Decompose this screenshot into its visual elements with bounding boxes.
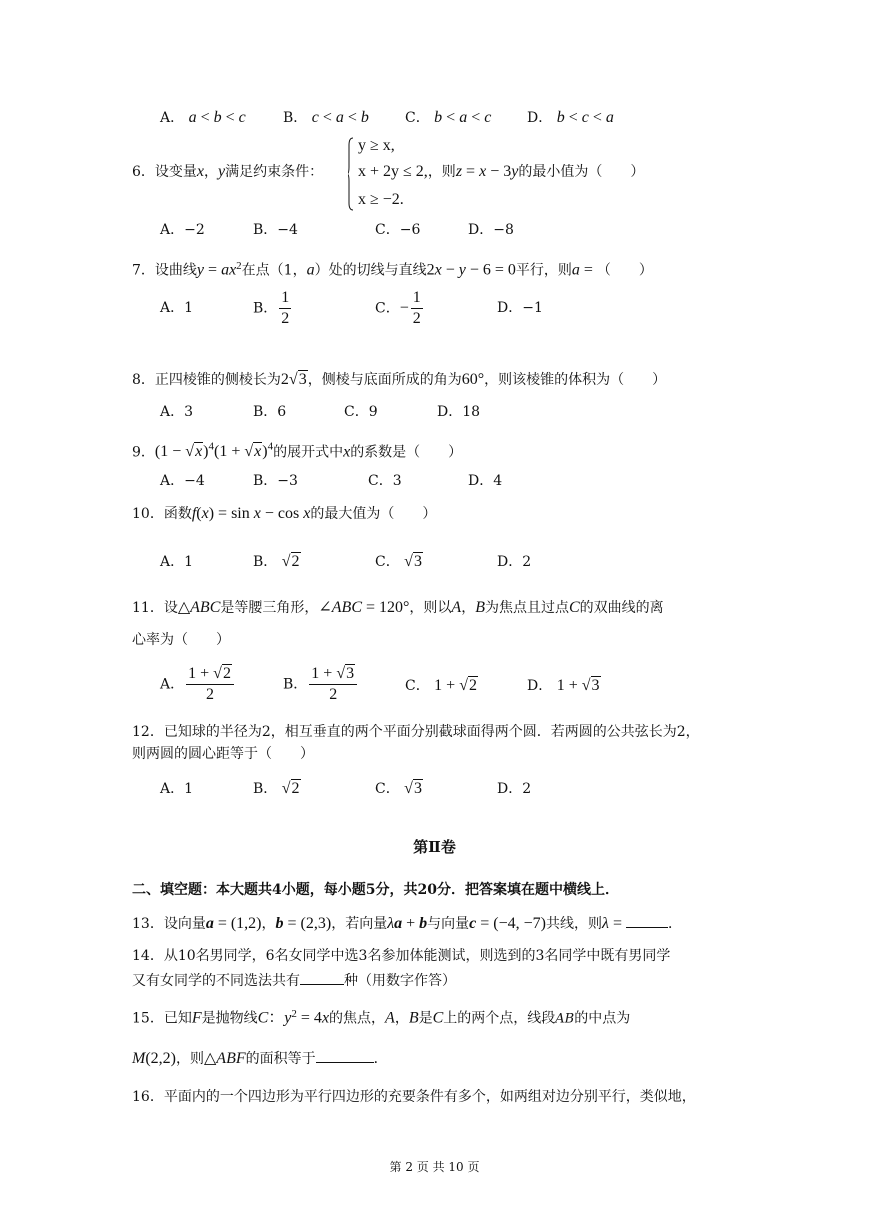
q5-option-c: C． b < a < c [405,109,492,126]
q8-option-d: D．18 [437,404,481,420]
question-16: 16．平面内的一个四边形为平行四边形的充要条件有多个，如两组对边分别平行，类似地， [132,1089,696,1105]
answer-blank-15[interactable] [316,1048,374,1063]
q7-option-c: C．− $\frac{1}{2}$ [375,289,421,327]
question-9: 9．$(1 - √x)^4(1 + √x)^4$的展开式中x的系数是（ ） [132,441,463,461]
q9-option-a: A．−4 [160,473,205,489]
question-14-line-2: 又有女同学的不同选法共有 种（用数字作答） [132,970,456,991]
q7-option-d: D．−1 [497,300,543,316]
q5-option-d: D． b < c < a [527,109,614,126]
question-11: 11．设△ABC是等腰三角形，∠ABC = 120°，则以A，B为焦点且过点C的双曲线的离 [132,599,664,616]
q8-option-c: C．9 [344,404,378,420]
q11-option-c: C． 1 + √2 [405,677,477,694]
question-7: 7．设曲线$y = ax^2$在点（1，a）处的切线与直线2x − y − 6 = 0平行，则a = （ ） [132,260,653,279]
q9-option-b: B．−3 [253,473,298,489]
q9-option-c: C．3 [368,473,402,489]
section-title: 第Ⅱ卷 [413,838,456,856]
question-10: 10．函数f(x) = sin x − cos x的最大值为（ ） [132,505,437,522]
question-15: 15．已知F是抛物线C：$y^2 = 4x$的焦点，A，B是C上的两个点，线段AB的中点为 [132,1008,631,1027]
q12-option-d: D．2 [497,781,532,797]
q9-option-d: D．4 [468,473,503,489]
page-footer: 第 2 页 共 10 页 [389,1160,480,1174]
q12-option-a: A．1 [160,781,194,797]
question-14: 14．从10名男同学，6名女同学中选3名参加体能测试，则选到的3名同学中既有男同学 [132,948,671,964]
question-12: 12．已知球的半径为2，相互垂直的两个平面分别截球面得两个圆．若两圆的公共弦长为2， [132,724,700,740]
brace-icon [348,137,354,211]
q7-option-a: A．1 [160,300,194,316]
q6-option-d: D．−8 [468,222,514,238]
q7-option-b: B． $\frac{1}{2}$ [253,289,290,327]
constraint-1: y ≥ x, [358,137,395,154]
q10-option-b: B． √2 [253,553,300,570]
q12-option-c: C． √3 [375,780,422,797]
question-12-line-2: 则两圆的圆心距等于（ ） [132,746,314,762]
constraint-3: x ≥ −2. [358,191,404,208]
answer-blank-13[interactable] [626,913,668,928]
q6-option-b: B．−4 [253,222,298,238]
q11-option-a: A． $\frac{1 + √2}{2}$ [160,664,236,705]
question-6: 6．设变量x，y满足约束条件： [132,163,324,180]
question-11-line-2: 心率为（ ） [132,632,230,648]
section-heading: 二、填空题：本大题共4小题，每小题5分，共20分．把答案填在题中横线上． [132,882,619,898]
answer-blank-14[interactable] [300,970,344,985]
q8-option-a: A．3 [160,404,194,420]
q5-option-b: B． c < a < b [283,109,369,126]
q12-option-b: B． √2 [253,780,300,797]
q6-option-c: C．−6 [375,222,421,238]
q10-option-d: D．2 [497,554,532,570]
q6-option-a: A．−2 [160,222,205,238]
question-13: 13．设向量a = (1,2)，b = (2,3)，若向量λa + b与向量c = (−4, −7)共线，则λ = ． [132,915,682,932]
q10-option-c: C． √3 [375,553,422,570]
question-8: 8．正四棱锥的侧棱长为2√3，侧棱与底面所成的角为60°，则该棱锥的体积为（ ） [132,371,667,388]
constraint-2: x + 2y ≤ 2,，则z = x − 3y的最小值为（ ） [358,163,645,180]
q11-option-d: D． 1 + √3 [527,677,600,694]
q8-option-b: B．6 [253,404,287,420]
q11-option-b: B． $\frac{1 + √3}{2}$ [283,664,359,705]
question-15-line-2: M(2,2)，则△ABF的面积等于 ． [132,1050,388,1067]
q5-option-a: A． a < b < c [160,109,246,126]
q10-option-a: A．1 [160,554,194,570]
